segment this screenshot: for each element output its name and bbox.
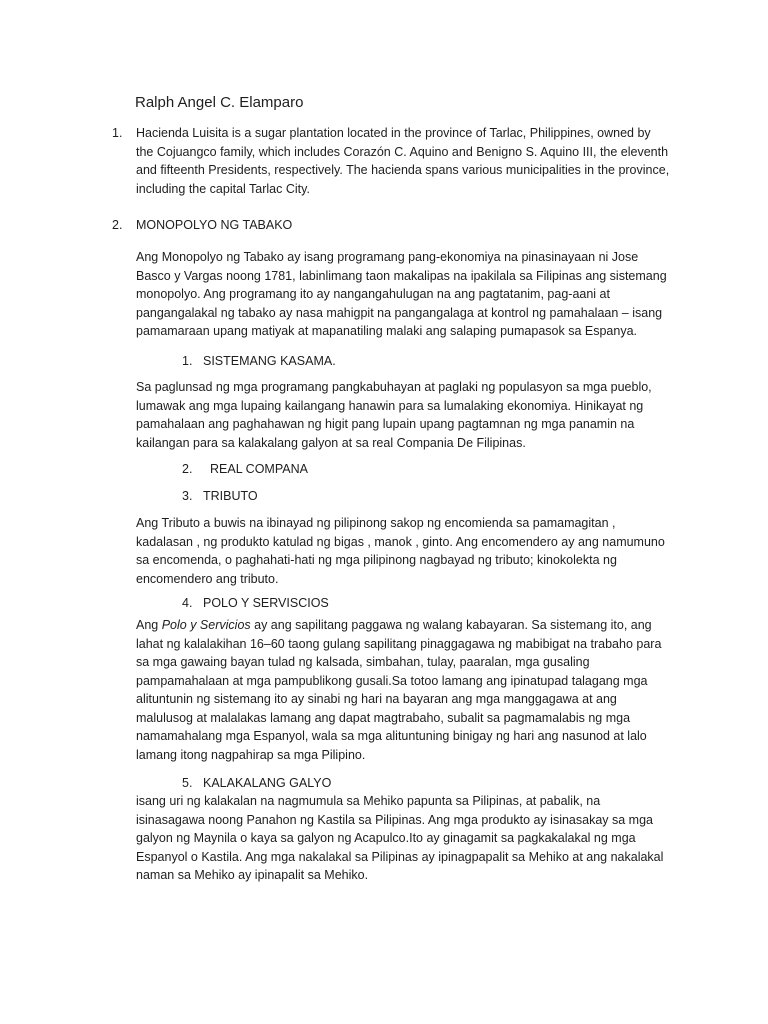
subitem-number: 4. bbox=[182, 596, 193, 610]
subitem-heading: SISTEMANG KASAMA. bbox=[203, 354, 336, 368]
author-name: Ralph Angel C. Elamparo bbox=[135, 94, 304, 111]
item-number: 1. bbox=[112, 126, 123, 140]
item-paragraph: Ang Monopolyo ng Tabako ay isang programang pang-ekonomiya na pinasinayaan ni Jose Basco y Vargas noong 1781, labinlimang taon makalipas na ipakilala sa Filipinas ang sistemang monopolyo. Ang programang ito ay nangangahulugan na ang pagtatanim, pag-aani at pangangalakal ng tabako ay nasa mahigpit na pangangalaga at kontrol ng pamahalaan – isang pamamaraan upang matiyak at mapanatiling malaki ang salaping pumapasok sa Espanya. bbox=[136, 250, 667, 338]
subitem-heading: TRIBUTO bbox=[203, 489, 258, 503]
item-number: 2. bbox=[112, 218, 123, 232]
italic-term: Polo y Servicios bbox=[161, 618, 251, 632]
subitem-number: 5. bbox=[182, 776, 193, 790]
subitem-paragraph: Ang Polo y Servicios ay ang sapilitang paggawa ng walang kabayaran. Sa sistemang ito, ang lahat ng kalalakihan 16–60 taong gulang sapilitang pinaggagawa ng mabibigat na trabaho para sa mga gawaing bayan tulad ng kalsada, simbahan, tulay, paaralan, mga gusaling pampamahalaan at mga pampublikong gusali.Sa totoo lamang ang ipinatupad talagang mga alituntunin ng sistemang ito ay sinabi ng hari na bayaran ang mga manggagawa at ang malulusog at malalakas lamang ang dapat magtrabaho, subalit sa pagmamalabis ng mga namamahalang mga Espanyol, wala sa mga alituntuning binigay ng hari ang nasunod at lalo lamang itong nagpahirap sa mga Pilipino. bbox=[136, 618, 662, 762]
item-paragraph: Hacienda Luisita is a sugar plantation located in the province of Tarlac, Philippines, owned by the Cojuangco family, which includes Corazón C. Aquino and Benigno S. Aquino III, the eleventh and fifteenth Presidents, respectively. The hacienda spans various municipalities in the province, including the capital Tarlac City. bbox=[136, 126, 670, 196]
subitem-number: 3. bbox=[182, 489, 193, 503]
subitem-heading: POLO Y SERVISCIOS bbox=[203, 596, 329, 610]
subitem-number: 1. bbox=[182, 354, 193, 368]
subitem-paragraph: Sa paglunsad ng mga programang pangkabuhayan at paglaki ng populasyon sa mga pueblo, lumawak ang mga lupaing kailangang hanawin para sa lumalaking ekonomiya. Hinikayat ng pamahalaan ang paghahawan ng higit pang lupain upang pagtamnan ng mga panamin na kailangan para sa kalakalang galyon at sa real Compania De Filipinas. bbox=[136, 380, 652, 450]
subitem-number: 2. bbox=[182, 462, 193, 476]
section-heading: MONOPOLYO NG TABAKO bbox=[136, 218, 293, 232]
subitem-heading: REAL COMPANA bbox=[210, 462, 308, 476]
subitem-heading: KALAKALANG GALYO bbox=[203, 776, 332, 790]
subitem-paragraph: isang uri ng kalakalan na nagmumula sa Mehiko papunta sa Pilipinas, at pabalik, na isinasagawa noong Panahon ng Kastila sa Pilipinas. Ang mga produkto ay isinasakay sa mga galyon ng Maynila o kaya sa galyon ng Acapulco.Ito ay ginagamit sa pagkakalakal ng mga Espanyol o Kastila. Ang mga nakalakal sa Pilipinas ay ipinagpapalit sa Mehiko at ang nakalakal naman sa Mehiko ay ipinapalit sa Mehiko. bbox=[136, 794, 664, 882]
subitem-paragraph: Ang Tributo a buwis na ibinayad ng pilipinong sakop ng encomienda sa pamamagitan , kadalasan , ng produkto katulad ng bigas , manok , ginto. Ang encomendero ay ang namumuno sa encomenda, o paghahati-hati ng mga pilipinong nagbayad ng tributo; kinokolekta ng encomendero ang tributo. bbox=[136, 516, 665, 586]
